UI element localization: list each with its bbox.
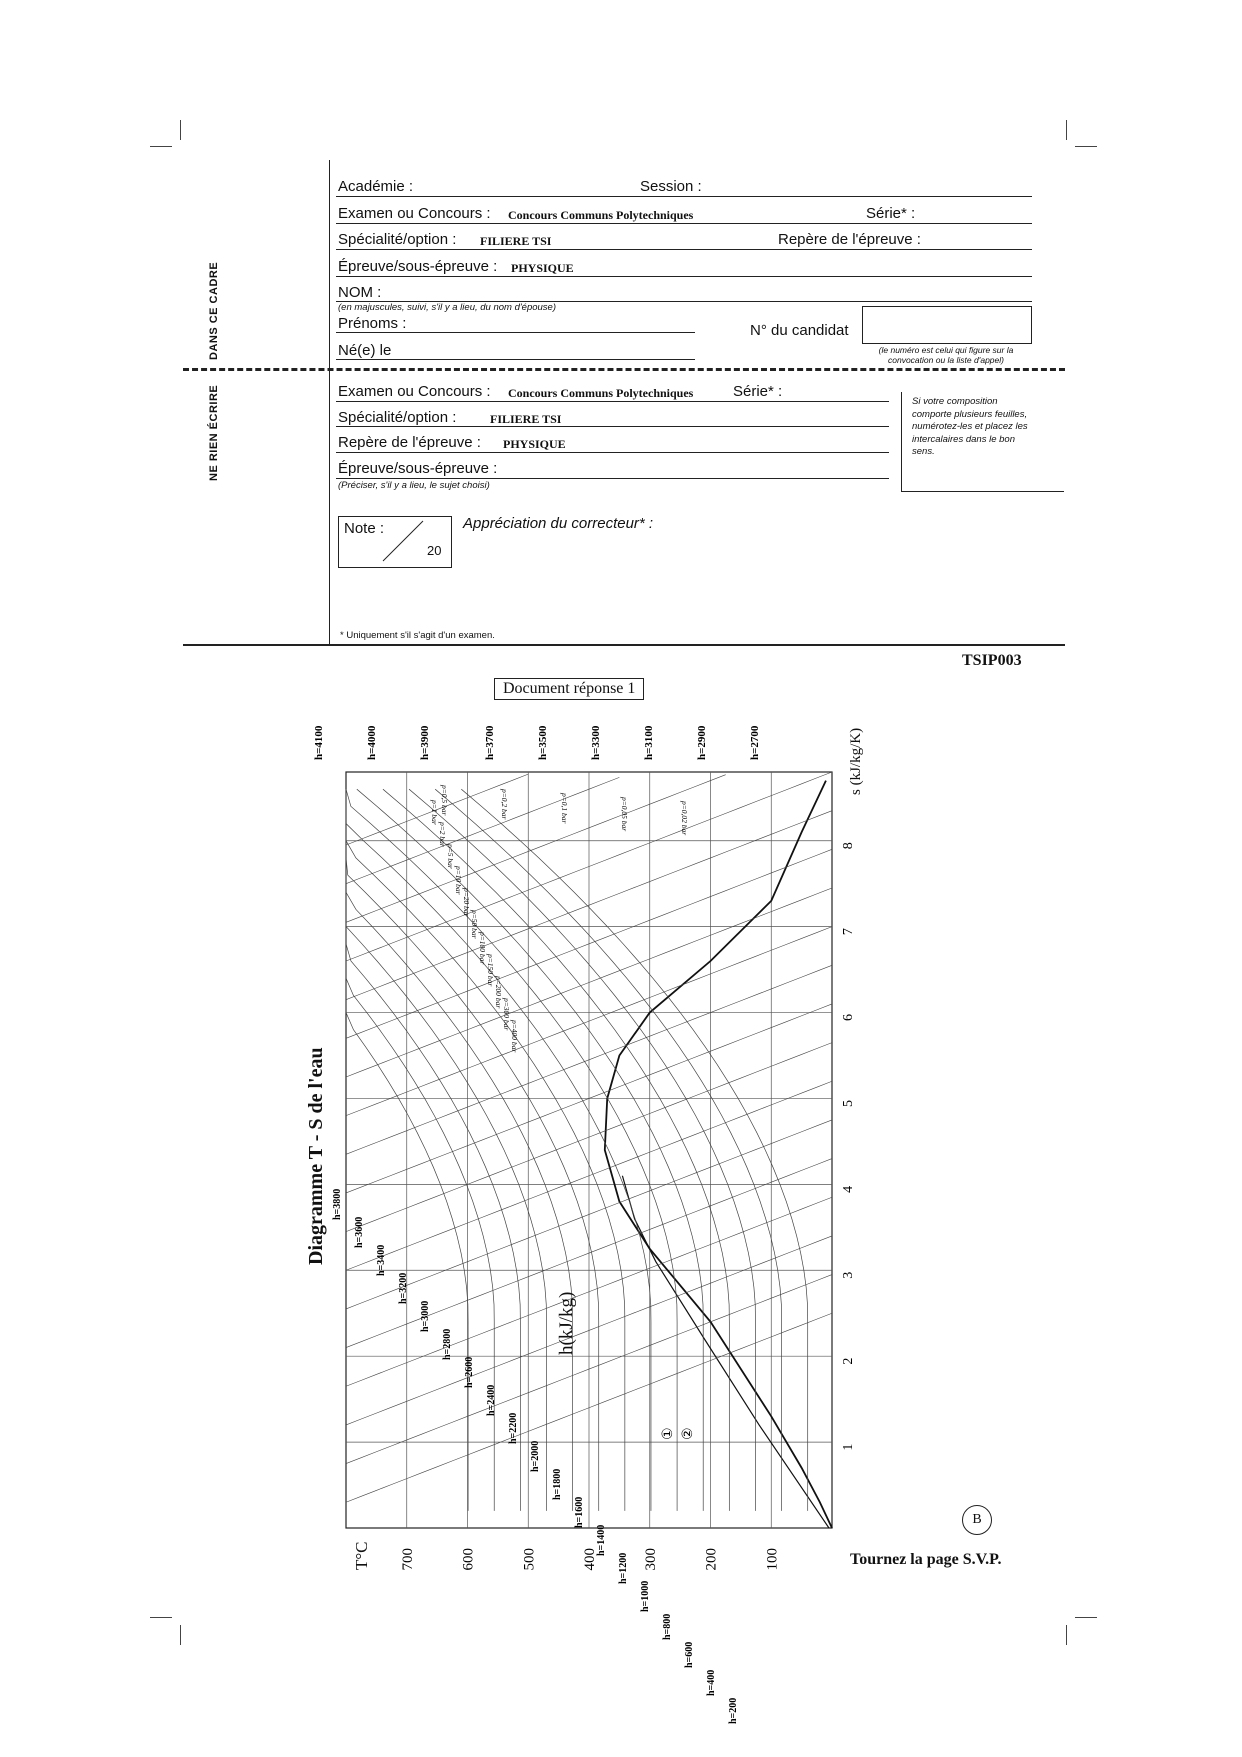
lower-repere-line[interactable] [336,452,889,453]
pressure-label: p=0,5 bar [440,785,449,816]
saturation-curve [605,781,832,1528]
pressure-label: p=2 bar [438,822,447,847]
pressure-label: p=0,1 bar [560,793,569,824]
candidat-label: N° du candidat [750,322,849,339]
top-h-label: h=3300 [590,725,602,760]
pressure-label: p=10 bar [454,866,463,895]
lower-specialite-line[interactable] [336,426,889,427]
pressure-label: p=50 bar [470,910,479,939]
lower-epreuve-line[interactable] [336,478,889,479]
pressure-label: p=1 bar [430,800,439,825]
x-tick-label: 7 [841,928,856,936]
top-h-label: h=3500 [537,725,549,760]
nom-label: NOM : [338,284,382,301]
top-h-label: h=4100 [313,725,325,760]
y-axis-label: T°C [352,1541,371,1570]
frame-bottom [183,644,1065,646]
y-tick-label: 600 [460,1548,477,1571]
isenthalp-line [346,775,726,923]
isobar-line [346,789,546,1511]
h-label: h(kJ/kg) [556,1291,577,1355]
inner-h-label: h=3000 [420,1300,431,1332]
pressure-label: p=100 bar [478,932,487,965]
pressure-label: p=300 bar [502,998,511,1031]
inner-h-label: h=2200 [508,1412,519,1444]
y-tick-label: 300 [642,1548,659,1571]
y-tick-label: 700 [399,1548,416,1571]
crop-mark [1075,1617,1097,1618]
candidat-hint: (le numéro est celui qui figure sur la convocation ou la liste d'appel) [878,345,1014,365]
pressure-label: p=0,05 bar [620,797,629,832]
side-note: Si votre composition comporte plusieurs feuilles, numérotez-les et placez les intercalaires dans le bon sens. [912,396,1028,457]
inner-h-label: h=1400 [596,1524,607,1556]
doc-code: TSIP003 [962,652,1022,669]
prenoms-line[interactable] [336,332,695,333]
pressure-label: p=400 bar [510,1020,519,1053]
nee-line[interactable] [336,359,695,360]
pressure-label: p=0,02 bar [680,801,689,836]
inner-h-label: h=800 [662,1613,673,1640]
cut-line [183,368,1065,371]
top-h-label: h=2700 [749,725,761,760]
note-max: 20 [427,543,442,558]
pressure-label: p=20 bar [462,888,471,917]
inner-h-label: h=2800 [442,1328,453,1360]
inner-h-label: h=400 [706,1669,717,1696]
lower-epreuve-label: Épreuve/sous-épreuve : [338,460,498,477]
crop-mark [150,1617,172,1618]
crop-mark [1066,120,1067,140]
liquid-line [622,1176,829,1528]
pressure-label: p=200 bar [494,976,503,1009]
epreuve-label: Épreuve/sous-épreuve : [338,258,498,275]
y-tick-label: 500 [521,1548,538,1571]
top-h-label: h=3100 [643,725,655,760]
top-h-label: h=3700 [484,725,496,760]
x-tick-label: 2 [841,1357,856,1365]
examen-value: Concours Communs Polytechniques [508,208,694,222]
side-label-bottom: NE RIEN ÉCRIRE [208,384,220,481]
side-label-top: DANS CE CADRE [208,261,220,360]
specialite-label: Spécialité/option : [338,231,457,248]
frame-vertical [329,160,330,645]
specialite-value: FILIERE TSI [480,234,552,248]
lower-examen-line[interactable] [336,401,889,402]
crop-mark [180,1625,181,1645]
lower-repere-value: PHYSIQUE [503,437,566,451]
state-point-label: ① [660,1427,676,1440]
top-h-label: h=4000 [366,725,378,760]
examen-label: Examen ou Concours : [338,205,491,222]
y-tick-label: 400 [582,1548,598,1571]
pressure-label: p=150 bar [486,954,495,987]
x-tick-label: 5 [841,1099,856,1107]
nom-hint: (en majuscules, suivi, s'il y a lieu, du nom d'épouse) [338,302,557,313]
x-tick-label: 4 [841,1185,856,1193]
candidat-box[interactable] [862,306,1032,344]
isenthalp-line [346,777,619,883]
page-badge: B [962,1505,992,1535]
lower-epreuve-hint: (Préciser, s'il y a lieu, le sujet choisi) [338,480,490,491]
lower-specialite-label: Spécialité/option : [338,409,457,426]
prenoms-label: Prénoms : [338,315,407,332]
isobar-line [346,789,573,1511]
inner-h-label: h=600 [684,1641,695,1668]
side-note-divider [901,392,902,492]
isobar-line [346,789,494,1511]
note-box[interactable] [338,516,452,568]
crop-mark [150,146,172,147]
inner-h-label: h=200 [728,1697,739,1724]
top-h-label: h=3900 [419,725,431,760]
y-tick-label: 200 [703,1548,720,1571]
x-tick-label: 6 [841,1014,856,1022]
note-label: Note : [344,520,385,537]
inner-h-label: h=1800 [552,1468,563,1500]
side-note-bottom [901,491,1064,492]
session-label: Session : [640,178,702,195]
x-tick-label: 1 [841,1443,856,1451]
specialite-line[interactable] [336,249,1032,250]
serie-label: Série* : [866,205,916,222]
epreuve-value: PHYSIQUE [511,261,574,275]
x-axis-label: s (kJ/kg/K) [848,727,864,795]
lower-specialite-value: FILIERE TSI [490,412,562,426]
crop-mark [1066,1625,1067,1645]
repere-label: Repère de l'épreuve : [778,231,921,248]
inner-h-label: h=2400 [486,1384,497,1416]
chart-title: Diagramme T - S de l'eau [305,1047,327,1265]
y-tick-label: 100 [764,1548,781,1571]
inner-h-label: h=1000 [640,1580,651,1612]
inner-h-label: h=3800 [332,1188,343,1220]
pressure-label: p=5 bar [446,844,455,869]
pressure-label: p=0,2 bar [500,789,509,820]
isobar-line [346,789,677,1511]
crop-mark [180,120,181,140]
x-tick-label: 8 [841,842,856,850]
appreciation-label: Appréciation du correcteur* : [463,515,654,532]
state-point-label: ② [680,1427,696,1440]
lower-serie-label: Série* : [733,383,783,400]
x-tick-label: 3 [841,1271,856,1279]
inner-h-label: h=2000 [530,1440,541,1472]
nee-label: Né(e) le [338,342,392,359]
inner-h-label: h=1600 [574,1496,585,1528]
examen-line[interactable] [336,223,1032,224]
top-h-label: h=2900 [696,725,708,760]
footnote: * Uniquement s'il s'agit d'un examen. [340,630,495,641]
turn-page: Tournez la page S.V.P. [850,1551,1002,1568]
inner-h-label: h=3600 [354,1216,365,1248]
inner-h-label: h=3400 [376,1244,387,1276]
lower-examen-label: Examen ou Concours : [338,383,491,400]
lower-repere-label: Repère de l'épreuve : [338,434,481,451]
inner-h-label: h=2600 [464,1356,475,1388]
academie-label: Académie : [338,178,414,195]
isobar-line [346,789,599,1511]
academie-line[interactable] [336,196,1032,197]
lower-examen-value: Concours Communs Polytechniques [508,386,694,400]
doc-title: Document réponse 1 [494,678,644,700]
crop-mark [1075,146,1097,147]
epreuve-line[interactable] [336,276,1032,277]
inner-h-label: h=3200 [398,1272,409,1304]
inner-h-label: h=1200 [618,1552,629,1584]
